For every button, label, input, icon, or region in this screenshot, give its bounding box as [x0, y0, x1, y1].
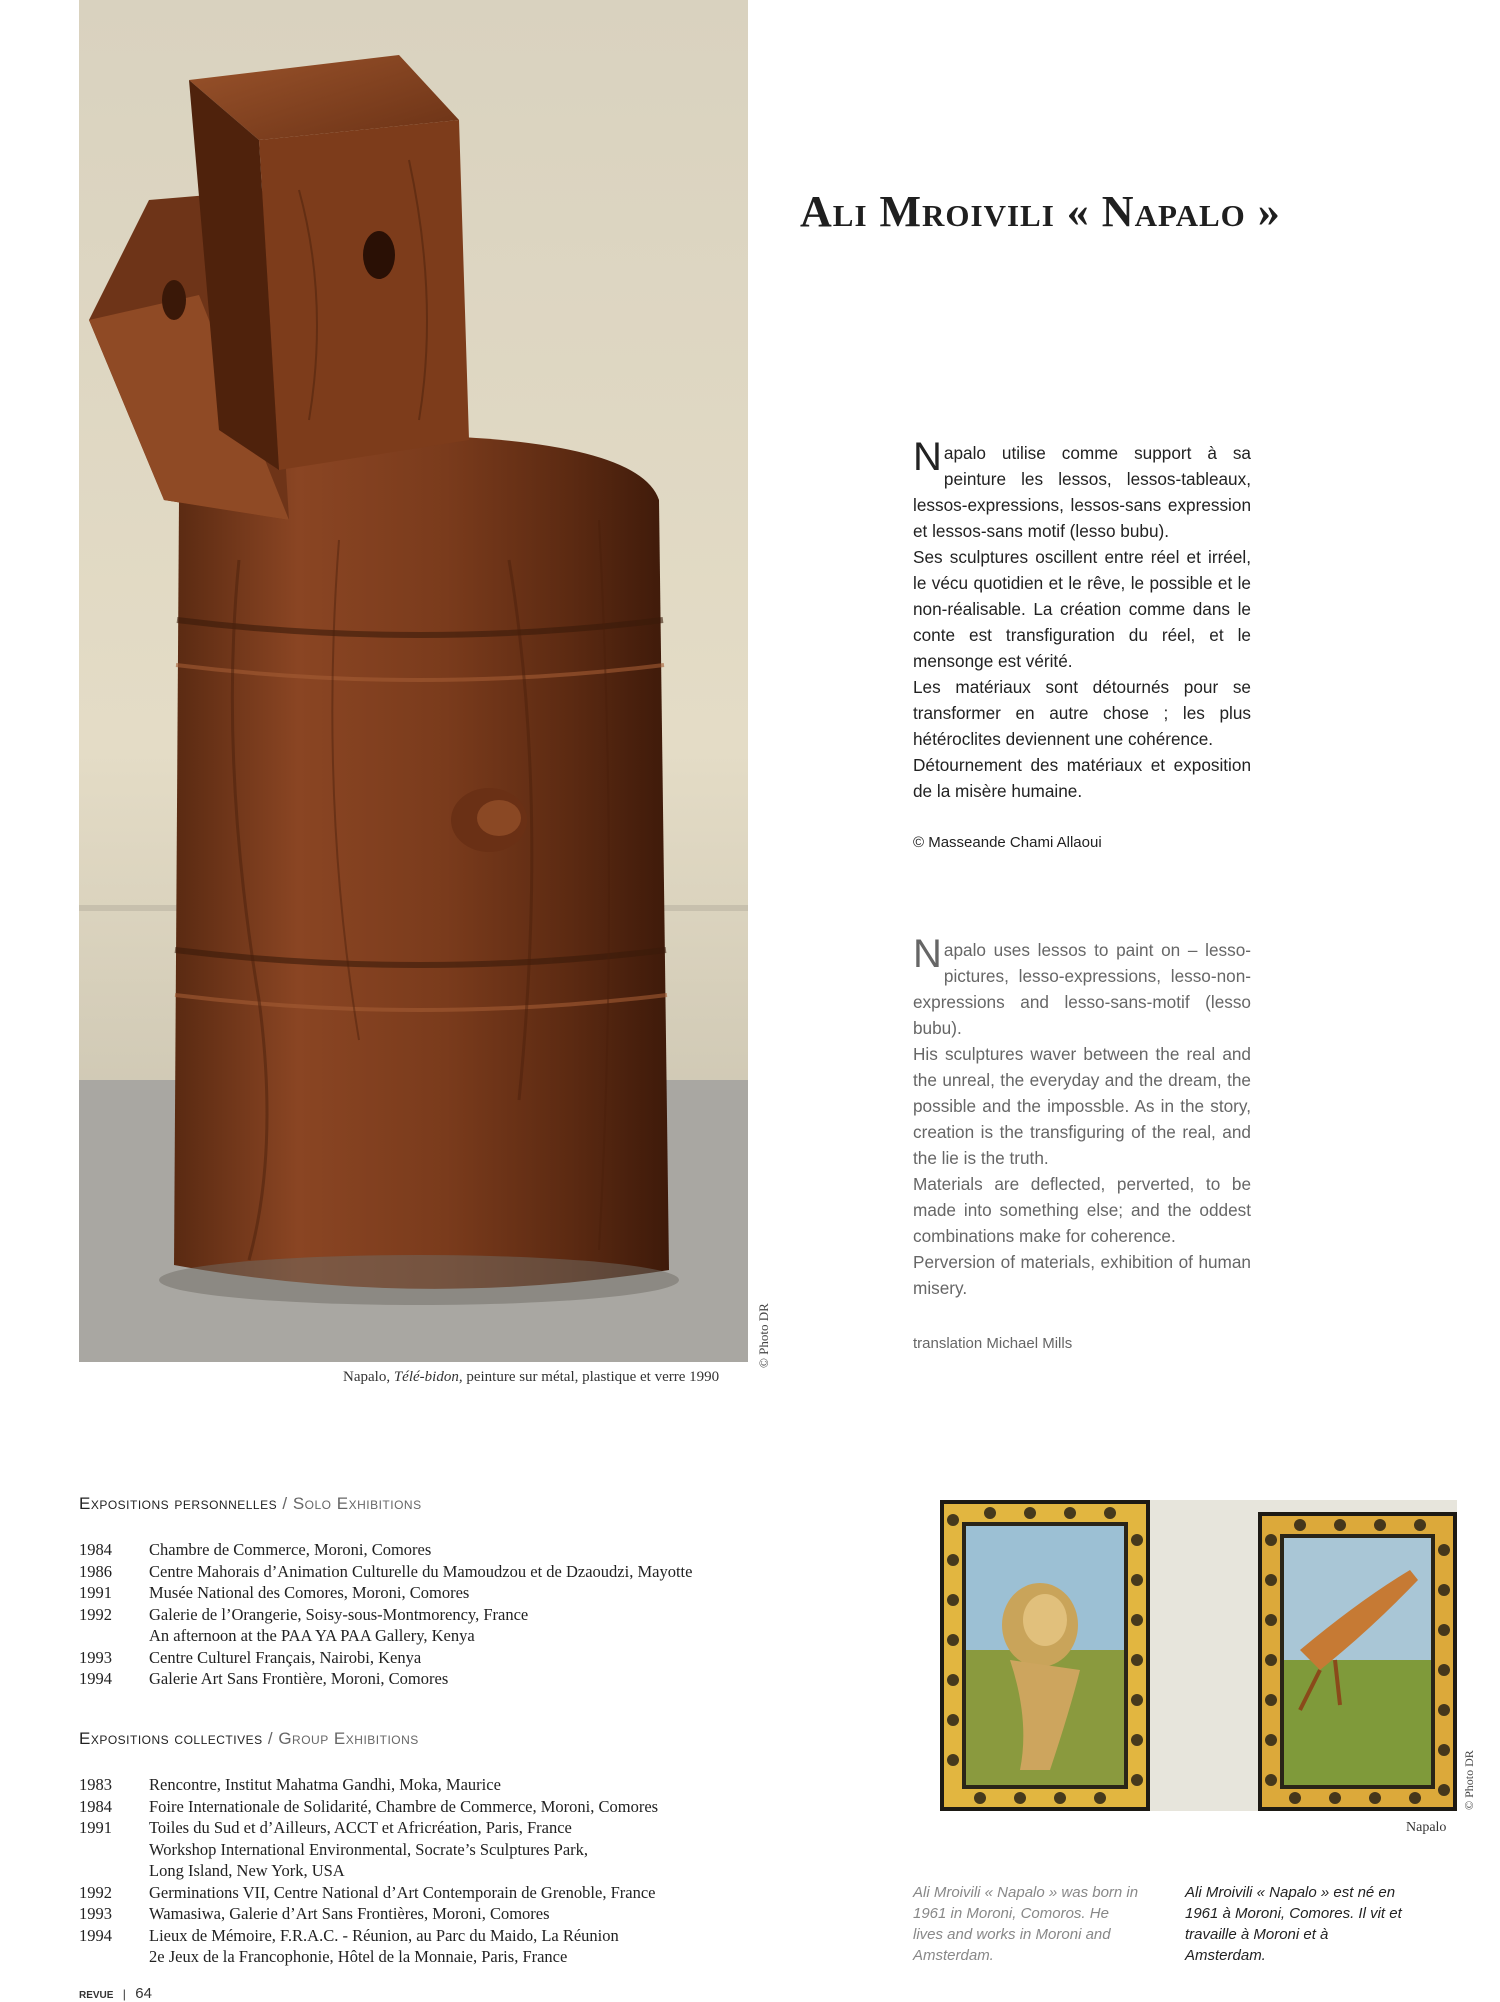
paintings-drawing — [940, 1500, 1457, 1811]
solo-exhibitions-list — [79, 1539, 839, 1690]
exhibition-entry: Germinations VII, Centre National d’Art Contemporain de Grenoble, France — [149, 1882, 656, 1902]
exhibition-year: 1986 — [79, 1561, 112, 1581]
exhibition-entry: Workshop International Environmental, Socrate’s Sculptures Park, — [149, 1839, 589, 1859]
exhibition-entry: Musée National des Comores, Moroni, Comores — [149, 1583, 470, 1602]
page-number: 64 — [135, 1985, 152, 2002]
bio-english: Ali Mroivili « Napalo » was born in 1961 in Moroni, Comoros. He lives and works in Moroni and Amsterdam. — [913, 1884, 1139, 1964]
footer-separator: | — [122, 1987, 126, 2001]
antelope-painting — [1258, 1512, 1457, 1811]
caption-work-title: Télé-bidon, — [393, 1369, 463, 1385]
french-para-4: Détournement des matériaux et exposition de la misère humaine. — [913, 755, 1251, 801]
list-item — [79, 1582, 839, 1604]
list-item — [79, 1561, 839, 1583]
caption-prefix: Napalo, — [343, 1369, 391, 1385]
exhibition-year: 1984 — [79, 1540, 112, 1559]
exhibition-entry: Galerie de l’Orangerie, Soisy-sous-Montmorency, France — [149, 1604, 529, 1624]
exhibition-year: 1991 — [79, 1818, 112, 1837]
list-item — [79, 1903, 839, 1925]
english-para-1: apalo uses lessos to paint on – lesso-pictures, lesso-expressions, lesso-non-expressions and lesso-sans-motif (lesso bubu). — [913, 940, 1251, 1038]
exhibition-year: 1992 — [79, 1882, 112, 1902]
solo-heading-fr: Expositions personnelles — [79, 1494, 278, 1513]
exhibition-entry: Long Island, New York, USA — [149, 1861, 345, 1880]
exhibition-entry: Foire Internationale de Solidarité, Chambre de Commerce, Moroni, Comores — [149, 1796, 659, 1816]
group-heading-separator: / — [267, 1729, 274, 1748]
list-item — [79, 1647, 839, 1669]
list-item — [79, 1539, 839, 1561]
exhibition-year: 1994 — [79, 1669, 112, 1688]
exhibition-entry: Galerie Art Sans Frontière, Moroni, Comores — [149, 1669, 449, 1688]
french-para-2: Ses sculptures oscillent entre réel et irréel, le vécu quotidien et le rêve, le possible et le non-réalisable. La création comme dans le conte est transfiguration du réel, et le mensonge est vérité. — [913, 547, 1251, 671]
translator-credit: translation Michael Mills — [913, 1335, 1073, 1352]
exhibition-year — [79, 1946, 149, 1968]
sculpture-photo — [79, 0, 748, 1362]
exhibition-entry: Rencontre, Institut Mahatma Gandhi, Moka, Maurice — [149, 1775, 501, 1794]
list-item — [79, 1817, 839, 1839]
exhibition-year — [79, 1839, 149, 1861]
english-para-4: Perversion of materials, exhibition of human misery. — [913, 1252, 1251, 1298]
exhibition-year: 1993 — [79, 1647, 112, 1667]
exhibition-entry: 2e Jeux de la Francophonie, Hôtel de la Monnaie, Paris, France — [149, 1947, 568, 1966]
english-dropcap: N — [913, 932, 942, 976]
french-para-3: Les matériaux sont détournés pour se transformer en autre chose ; les plus hétéroclites deviennent une cohérence. — [913, 677, 1251, 749]
sculpture-drawing — [79, 0, 748, 1362]
exhibition-entry: Toiles du Sud et d’Ailleurs, ACCT et Africréation, Paris, France — [149, 1818, 572, 1837]
group-exhibitions-list — [79, 1774, 839, 1968]
exhibition-year: 1991 — [79, 1583, 112, 1602]
paintings-photo-credit: © Photo DR — [1462, 1750, 1476, 1810]
sculpture-caption — [343, 1369, 719, 1386]
exhibition-entry: Centre Culturel Français, Nairobi, Kenya — [149, 1647, 422, 1667]
list-item — [79, 1860, 839, 1882]
english-text-block — [913, 932, 1251, 1357]
list-item — [79, 1604, 839, 1626]
caption-description: peinture sur métal, plastique et verre 1990 — [466, 1369, 720, 1385]
group-exhibitions-heading — [79, 1729, 419, 1749]
group-heading-en: Group Exhibitions — [278, 1729, 419, 1748]
exhibition-year: 1983 — [79, 1775, 112, 1794]
list-item — [79, 1925, 839, 1947]
exhibition-entry: Wamasiwa, Galerie d’Art Sans Frontières, Moroni, Comores — [149, 1904, 550, 1923]
paintings-photo — [940, 1500, 1457, 1811]
exhibition-entry: Lieux de Mémoire, F.R.A.C. - Réunion, au Parc du Maido, La Réunion — [149, 1925, 619, 1945]
french-text-block — [913, 435, 1251, 856]
group-heading-fr: Expositions collectives — [79, 1729, 263, 1748]
bio-french: Ali Mroivili « Napalo » est né en 1961 à Moroni, Comores. Il vit et travaille à Moroni et à Amsterdam. — [1185, 1884, 1402, 1964]
sculpture-photo-credit: © Photo DR — [756, 1303, 771, 1368]
lion-painting — [940, 1500, 1150, 1811]
exhibition-entry: Centre Mahorais d’Animation Culturelle du Mamoudzou et de Dzaoudzi, Mayotte — [149, 1561, 693, 1581]
exhibition-year — [79, 1860, 149, 1882]
list-item — [79, 1625, 839, 1647]
exhibition-entry: An afternoon at the PAA YA PAA Gallery, Kenya — [149, 1626, 475, 1645]
exhibition-year: 1992 — [79, 1604, 112, 1624]
list-item — [79, 1668, 839, 1690]
list-item — [79, 1839, 839, 1861]
exhibition-entry: Chambre de Commerce, Moroni, Comores — [149, 1540, 432, 1559]
list-item — [79, 1946, 839, 1968]
solo-exhibitions-heading — [79, 1494, 422, 1514]
list-item — [79, 1796, 839, 1818]
solo-heading-separator: / — [282, 1494, 288, 1513]
english-para-2: His sculptures waver between the real and the unreal, the everyday and the dream, the possible and the impossble. As in the story, creation is the transfiguring of the real, and the lie is the truth. — [913, 1044, 1251, 1168]
english-para-3: Materials are deflected, perverted, to be made into something else; and the oddest combinations make for coherence. — [913, 1174, 1251, 1246]
solo-heading-en: Solo Exhibitions — [292, 1494, 422, 1513]
list-item — [79, 1882, 839, 1904]
french-para-1: apalo utilise comme support à sa peinture les lessos, lessos-tableaux, lessos-expressions, lessos-sans expression et lessos-sans motif (lesso bubu). — [913, 443, 1251, 541]
list-item — [79, 1774, 839, 1796]
exhibition-year: 1993 — [79, 1904, 112, 1923]
magazine-name: REVUE — [79, 1990, 114, 2001]
page-title: Ali Mroivili « Napalo » — [800, 187, 1281, 236]
exhibition-year: 1984 — [79, 1796, 112, 1816]
page-footer — [79, 1985, 152, 2002]
paintings-caption: Napalo — [1406, 1820, 1447, 1835]
exhibition-year — [79, 1625, 149, 1647]
french-dropcap: N — [913, 435, 942, 479]
french-text-author: © Masseande Chami Allaoui — [913, 834, 1102, 851]
exhibition-year: 1994 — [79, 1925, 112, 1945]
